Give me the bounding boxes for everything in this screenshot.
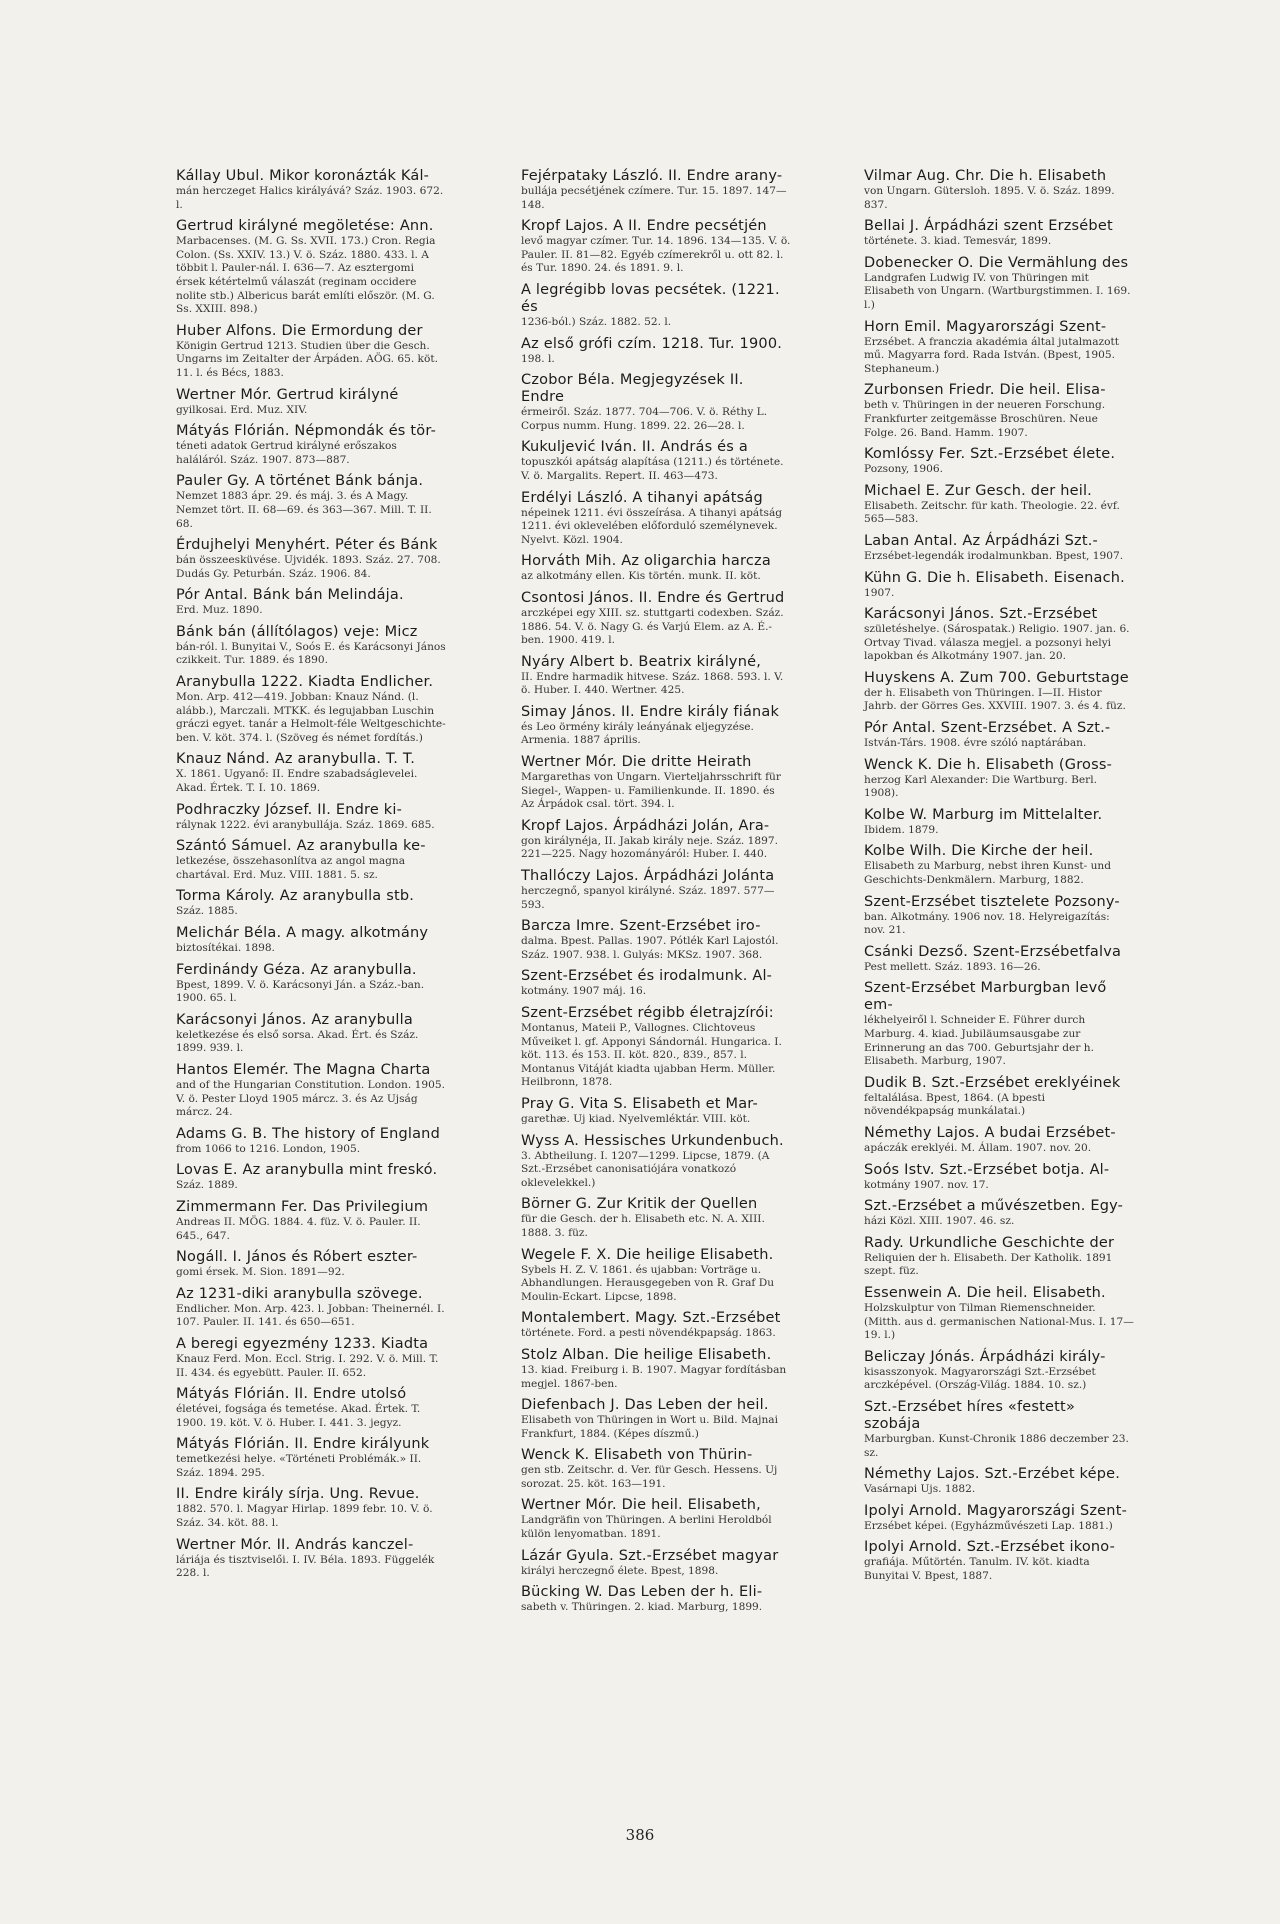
entry-text: biztosítékai. 1898. bbox=[176, 942, 275, 954]
entry-text: Elisabeth. Zeitschr. für kath. Theologie. 22. évf. 565—583. bbox=[864, 499, 1120, 526]
entry-heading: Mátyás Flórián. II. Endre utolsó bbox=[176, 1386, 407, 1403]
entry-text: beth v. Thüringen in der neueren Forschung. Frankfurter zeitgemässe Broschüren. Neue Folge. 26. Band. Hamm. 1907. bbox=[864, 399, 1106, 439]
entry-heading: A legrégibb lovas pecsétek. (1221. és bbox=[521, 281, 780, 315]
entry-heading: Essenwein A. Die heil. Elisabeth. bbox=[864, 1284, 1106, 1301]
entry-text: Marburgban. Kunst-Chronik 1886 deczember 23. sz. bbox=[864, 1432, 1129, 1459]
bibliography-entry bbox=[864, 1466, 1134, 1497]
bibliography-entry bbox=[864, 894, 1134, 938]
bibliography-entry bbox=[864, 446, 1134, 477]
entry-text: Margarethas von Ungarn. Vierteljahrsschrift für Siegel-, Wappen- u. Familienkunde. II. 1890. és Az Árpádok csal. tört. 394. l. bbox=[521, 771, 781, 811]
bibliography-entry bbox=[176, 323, 446, 381]
entry-heading: Soós Istv. Szt.-Erzsébet botja. Al- bbox=[864, 1161, 1110, 1178]
entry-text: arczképei egy XIII. sz. stuttgarti codexben. Száz. 1886. 54. V. ö. Nagy G. és Varjú Elem. az A. É.-ben. 1900. 419. l. bbox=[521, 606, 784, 647]
entry-text: Ibidem. 1879. bbox=[864, 823, 939, 836]
entry-heading: Karácsonyi János. Szt.-Erzsébet bbox=[864, 606, 1098, 623]
entry-heading: Czobor Béla. Megjegyzések II. Endre bbox=[521, 372, 744, 406]
entry-text: II. Endre harmadik hitvese. Száz. 1868. 593. l. V. ö. Huber. I. 440. Wertner. 425. bbox=[521, 670, 784, 697]
entry-text: der h. Elisabeth von Thüringen. I—II. Histor Jahrb. der Görres Ges. XXVIII. 1907. 3. és 4. füz. bbox=[864, 686, 1126, 713]
entry-text: X. 1861. Ugyanő: II. Endre szabadságlevelei. Akad. Értek. T. I. 10. 1869. bbox=[176, 768, 418, 795]
bibliography-entry bbox=[176, 1062, 446, 1120]
bibliography-entry bbox=[521, 1133, 791, 1191]
entry-heading: Kolbe W. Marburg im Mittelalter. bbox=[864, 806, 1103, 823]
entry-heading: Mátyás Flórián. II. Endre királyunk bbox=[176, 1436, 430, 1453]
bibliography-entry bbox=[521, 818, 791, 862]
bibliography-entry bbox=[864, 1503, 1134, 1534]
entry-heading: Érdujhelyi Menyhért. Péter és Bánk bbox=[176, 537, 438, 554]
entry-heading: Csontosi János. II. Endre és Gertrud bbox=[521, 589, 785, 606]
entry-text: Marbacenses. (M. G. Ss. XVII. 173.) Cron. Regia Colon. (Ss. XXIV. 13.) V. ö. Száz. 1880. 433. l. A többit l. Pauler-nál. I. 636—7. Az esztergomi érsek kétértelmű válaszát (reginam occidere nolite stb.) Albericus barát említi először. (M. G. Ss. XXIII. 898.) bbox=[176, 235, 436, 316]
bibliography-entry bbox=[521, 1196, 791, 1240]
entry-text: herzog Karl Alexander: Die Wartburg. Berl. 1908). bbox=[864, 773, 1097, 800]
bibliography-entry bbox=[521, 654, 791, 698]
entry-heading: Kropf Lajos. A II. Endre pecsétjén bbox=[521, 218, 767, 235]
bibliography-entry bbox=[521, 1497, 791, 1541]
entry-heading: Gertrud királyné megöletése: Ann. bbox=[176, 218, 434, 235]
entry-text: Elisabeth von Thüringen in Wort u. Bild. Majnai Frankfurt, 1884. (Képes díszmű.) bbox=[521, 1414, 778, 1440]
bibliography-entry bbox=[521, 1447, 791, 1491]
entry-heading: Montalembert. Magy. Szt.-Erzsébet bbox=[521, 1310, 781, 1327]
entry-heading: Börner G. Zur Kritik der Quellen bbox=[521, 1196, 758, 1213]
entry-text: születéshelye. (Sárospatak.) Religio. 1907. jan. 6. Ortvay Tivad. válasza megjel. a pozsonyi helyi lapokban és Alkotmány 1907. jan. 20. bbox=[864, 623, 1130, 663]
bibliography-entry bbox=[521, 336, 791, 367]
entry-text: gomi érsek. M. Sion. 1891—92. bbox=[176, 1266, 345, 1279]
entry-heading: Ipolyi Arnold. Magyarországi Szent- bbox=[864, 1502, 1128, 1519]
entry-heading: Szent-Erzsébet tisztelete Pozsony- bbox=[864, 893, 1120, 910]
bibliography-entry bbox=[864, 1198, 1134, 1229]
bibliography-entry bbox=[521, 439, 791, 483]
entry-text: keletkezése és első sorsa. Akad. Ért. és Száz. 1899. 939. l. bbox=[176, 1028, 419, 1055]
entry-heading: Kolbe Wilh. Die Kirche der heil. bbox=[864, 843, 1094, 860]
entry-text: története. Ford. a pesti növendékpapság. 1863. bbox=[521, 1327, 776, 1340]
bibliography-entry bbox=[864, 606, 1134, 664]
column-right bbox=[864, 168, 1134, 1589]
entry-heading: Csánki Dezső. Szent-Erzsébetfalva bbox=[864, 943, 1122, 960]
entry-heading: Pauler Gy. A történet Bánk bánja. bbox=[176, 473, 424, 490]
bibliography-entry bbox=[864, 382, 1134, 440]
entry-heading: Podhraczky József. II. Endre ki- bbox=[176, 801, 403, 818]
bibliography-entry bbox=[521, 1247, 791, 1305]
bibliography-entry bbox=[864, 570, 1134, 601]
bibliography-entry bbox=[176, 1486, 446, 1530]
entry-heading: Szántó Sámuel. Az aranybulla ke- bbox=[176, 838, 426, 855]
entry-text: temetkezési helye. «Történeti Problémák.» II. Száz. 1894. 295. bbox=[176, 1453, 422, 1479]
entry-heading: Horn Emil. Magyarországi Szent- bbox=[864, 318, 1107, 335]
entry-text: and of the Hungarian Constitution. London. 1905. V. ö. Pester Lloyd 1905 márcz. 3. és Az Ujság márcz. 24. bbox=[176, 1078, 445, 1119]
entry-heading: Kállay Ubul. Mikor koronázták Kál- bbox=[176, 168, 430, 184]
entry-heading: Szent-Erzsébet régibb életrajzírói: bbox=[521, 1005, 774, 1021]
bibliography-entry bbox=[176, 218, 446, 317]
bibliography-entry bbox=[864, 1349, 1134, 1393]
column-left bbox=[176, 168, 446, 1587]
entry-text: Erzsébet-legendák irodalmunkban. Bpest, 1907. bbox=[864, 549, 1124, 562]
bibliography-entry bbox=[864, 1399, 1134, 1460]
entry-text: Knauz Ferd. Mon. Eccl. Strig. I. 292. V. ö. Mill. T. II. 434. és egyebütt. Pauler. II. 652. bbox=[176, 1352, 439, 1379]
entry-heading: Laban Antal. Az Árpádházi Szt.- bbox=[864, 532, 1098, 549]
bibliography-entry bbox=[521, 1096, 791, 1127]
bibliography-entry bbox=[864, 533, 1134, 564]
bibliography-entry bbox=[864, 1162, 1134, 1193]
entry-heading: Zurbonsen Friedr. Die heil. Elisa- bbox=[864, 382, 1106, 399]
bibliography-entry bbox=[176, 1199, 446, 1243]
entry-heading: Lázár Gyula. Szt.-Erzsébet magyar bbox=[521, 1547, 779, 1564]
entry-heading: Lovas E. Az aranybulla mint freskó. bbox=[176, 1162, 438, 1179]
entry-text: Bpest, 1899. V. ö. Karácsonyi Ján. a Száz.-ban. 1900. 65. l. bbox=[176, 978, 425, 1005]
bibliography-entry bbox=[521, 1548, 791, 1579]
entry-heading: Mátyás Flórián. Népmondák és tör- bbox=[176, 423, 436, 440]
page-number: 386 bbox=[625, 1826, 655, 1844]
entry-heading: Némethy Lajos. Szt.-Erzébet képe. bbox=[864, 1466, 1121, 1483]
bibliography-entry bbox=[864, 168, 1134, 212]
bibliography-entry bbox=[176, 1012, 446, 1056]
bibliography-entry bbox=[176, 387, 446, 418]
entry-heading: Huyskens A. Zum 700. Geburtstage bbox=[864, 669, 1129, 686]
bibliography-entry bbox=[176, 1336, 446, 1380]
bibliography-entry bbox=[521, 218, 791, 276]
entry-heading: Bánk bán (állítólagos) veje: Micz bbox=[176, 623, 418, 640]
entry-text: garethæ. Uj kiad. Nyelvemléktár. VIII. köt. bbox=[521, 1112, 751, 1125]
entry-heading: Szent-Erzsébet Marburgban levő em- bbox=[864, 980, 1107, 1014]
bibliography-entry bbox=[176, 537, 446, 581]
entry-text: Száz. 1889. bbox=[176, 1179, 238, 1192]
entry-heading: II. Endre király sírja. Ung. Revue. bbox=[176, 1486, 420, 1503]
entry-heading: Dudik B. Szt.-Erzsébet ereklyéinek bbox=[864, 1074, 1121, 1091]
entry-text: Königin Gertrud 1213. Studien über die Gesch. Ungarns im Zeitalter der Árpáden. AÖG. 65. köt. 11. l. és Bécs, 1883. bbox=[176, 339, 438, 379]
entry-text: sabeth v. Thüringen. 2. kiad. Marburg, 1899. bbox=[521, 1601, 763, 1614]
entry-text: Vasárnapi Ujs. 1882. bbox=[864, 1483, 976, 1496]
bibliography-entry bbox=[864, 757, 1134, 801]
entry-heading: Melichár Béla. A magy. alkotmány bbox=[176, 925, 429, 941]
entry-text: 1236-ból.) Száz. 1882. 52. l. bbox=[521, 315, 672, 328]
bibliography-entry bbox=[176, 838, 446, 882]
bibliography-entry bbox=[176, 168, 446, 212]
entry-text: from 1066 to 1216. London, 1905. bbox=[176, 1142, 361, 1155]
entry-text: feltalálása. Bpest, 1864. (A bpesti növendékpapság munkálatai.) bbox=[864, 1091, 1046, 1118]
bibliography-entry bbox=[521, 1310, 791, 1341]
entry-heading: Szt.-Erzsébet híres «festett» szobája bbox=[864, 1398, 1076, 1432]
bibliography-entry bbox=[864, 720, 1134, 751]
bibliography-entry bbox=[176, 962, 446, 1006]
bibliography-entry bbox=[521, 372, 791, 433]
entry-text: von Ungarn. Gütersloh. 1895. V. ö. Száz. 1899. 837. bbox=[864, 185, 1115, 211]
entry-text: Holzskulptur von Tilman Riemenschneider. (Mitth. aus d. germanischen National-Mus. I. 17—19. l.) bbox=[864, 1301, 1134, 1342]
entry-text: für die Gesch. der h. Elisabeth etc. N. A. XIII. 1888. 3. füz. bbox=[521, 1213, 765, 1239]
entry-heading: Wertner Mór. Gertrud királyné bbox=[176, 386, 399, 403]
bibliography-entry bbox=[864, 1539, 1134, 1583]
entry-text: 198. l. bbox=[521, 352, 555, 365]
entry-text: Elisabeth zu Marburg, nebst ihren Kunst- und Geschichts-Denkmälern. Marburg, 1882. bbox=[864, 860, 1112, 887]
entry-text: Reliquien der h. Elisabeth. Der Katholik. 1891 szept. füz. bbox=[864, 1251, 1113, 1278]
bibliography-entry bbox=[521, 168, 791, 212]
entry-text: kotmány. 1907 máj. 16. bbox=[521, 985, 647, 998]
entry-heading: Huber Alfons. Die Ermordung der bbox=[176, 322, 423, 339]
entry-heading: Zimmermann Fer. Das Privilegium bbox=[176, 1198, 429, 1215]
entry-text: ban. Alkotmány. 1906 nov. 18. Helyreigazítás: nov. 21. bbox=[864, 910, 1110, 937]
entry-text: letkezése, összehasonlítva az angol magna chartával. Erd. Muz. VIII. 1881. 5. sz. bbox=[176, 855, 406, 881]
entry-heading: Wenck K. Die h. Elisabeth (Gross- bbox=[864, 756, 1113, 773]
entry-text: bullája pecsétjének czímere. Tur. 15. 1897. 147—148. bbox=[521, 185, 787, 211]
entry-text: herczegnő, spanyol királyné. Száz. 1897. 577—593. bbox=[521, 885, 775, 911]
bibliography-entry bbox=[521, 282, 791, 330]
entry-heading: Michael E. Zur Gesch. der heil. bbox=[864, 482, 1092, 499]
bibliography-entry bbox=[176, 1386, 446, 1430]
entry-text: topuszkói apátság alapítása (1211.) és története. V. ö. Margalits. Repert. II. 463—473. bbox=[521, 456, 784, 482]
entry-heading: Aranybulla 1222. Kiadta Endlicher. bbox=[176, 674, 434, 691]
bibliography-entry bbox=[521, 590, 791, 648]
entry-heading: Wegele F. X. Die heilige Elisabeth. bbox=[521, 1246, 774, 1263]
entry-text: Pozsony, 1906. bbox=[864, 463, 943, 476]
entry-text: Landgrafen Ludwig IV. von Thüringen mit Elisabeth von Ungarn. (Wartburgstimmen. I. 169. l.) bbox=[864, 271, 1131, 311]
entry-heading: Kukuljević Iván. II. András és a bbox=[521, 439, 748, 456]
entry-heading: Kropf Lajos. Árpádházi Jolán, Ara- bbox=[521, 817, 770, 834]
entry-text: mán herczeget Halics királyává? Száz. 1903. 672. l. bbox=[176, 185, 444, 211]
bibliography-entry bbox=[176, 1249, 446, 1280]
bibliography-entry bbox=[176, 802, 446, 833]
entry-heading: Bücking W. Das Leben der h. Eli- bbox=[521, 1584, 763, 1601]
entry-heading: Karácsonyi János. Az aranybulla bbox=[176, 1011, 413, 1028]
entry-text: grafiája. Műtörtén. Tanulm. IV. köt. kiadta Bunyitai V. Bpest, 1887. bbox=[864, 1556, 1090, 1582]
bibliography-entry bbox=[176, 1126, 446, 1157]
entry-text: Mon. Arp. 412—419. Jobban: Knauz Nánd. (l. alább.), Marczali. MTKK. és legujabban Luschin gráczi egyet. tanár a Helmolt-féle Weltgeschichte-ben. V. köt. 374. l. (Szöveg és német fordítás.) bbox=[176, 691, 446, 744]
entry-text: Montanus, Mateii P., Vallognes. Clichtoveus Műveiket l. gf. Apponyi Sándornál. Hungarica. I. köt. 113. és 153. II. köt. 820., 839., 857. l. Montanus Vitáját kiadta ujabban Herm. Müller. Heilbronn, 1878. bbox=[521, 1022, 782, 1089]
bibliography-entry bbox=[864, 1285, 1134, 1343]
bibliography-entry bbox=[521, 1584, 791, 1615]
bibliography-entry bbox=[864, 1235, 1134, 1279]
entry-text: az alkotmány ellen. Kis történ. munk. II. köt. bbox=[521, 570, 761, 583]
entry-heading: Thallóczy Lajos. Árpádházi Jolánta bbox=[521, 868, 775, 885]
entry-heading: Pór Antal. Szent-Erzsébet. A Szt.- bbox=[864, 720, 1111, 737]
entry-heading: Szent-Erzsébet és irodalmunk. Al- bbox=[521, 968, 773, 985]
bibliography-entry bbox=[176, 925, 446, 956]
bibliography-entry bbox=[864, 319, 1134, 377]
entry-heading: Dobenecker O. Die Vermählung des bbox=[864, 254, 1129, 271]
entry-heading: Vilmar Aug. Chr. Die h. Elisabeth bbox=[864, 168, 1107, 184]
entry-text: bán-ról. l. Bunyitai V., Soós E. és Karácsonyi János czikkeit. Tur. 1889. és 1890. bbox=[176, 640, 446, 667]
entry-text: és Leo örmény király leányának eljegyzése. Armenia. 1887 április. bbox=[521, 720, 754, 747]
entry-text: története. 3. kiad. Temesvár, 1899. bbox=[864, 235, 1052, 248]
bibliography-entry bbox=[521, 868, 791, 912]
entry-text: bán összeesküvése. Ujvidék. 1893. Száz. 27. 708. Dudás Gy. Peturbán. Száz. 1906. 84. bbox=[176, 554, 441, 580]
entry-heading: Wenck K. Elisabeth von Thürin- bbox=[521, 1447, 753, 1464]
bibliography-entry bbox=[176, 1537, 446, 1581]
entry-heading: Szt.-Erzsébet a művészetben. Egy- bbox=[864, 1198, 1124, 1215]
entry-heading: Némethy Lajos. A budai Erzsébet- bbox=[864, 1124, 1116, 1141]
bibliography-entry bbox=[864, 255, 1134, 313]
bibliography-entry bbox=[521, 968, 791, 999]
bibliography-entry bbox=[176, 587, 446, 618]
entry-heading: Fejérpataky László. II. Endre arany- bbox=[521, 168, 783, 184]
entry-heading: Stolz Alban. Die heilige Elisabeth. bbox=[521, 1346, 772, 1363]
bibliography-entry bbox=[864, 807, 1134, 838]
entry-heading: Nogáll. I. János és Róbert eszter- bbox=[176, 1249, 418, 1266]
bibliography-entry bbox=[176, 624, 446, 668]
entry-text: láriája és tisztviselői. I. IV. Béla. 1893. Függelék 228. l. bbox=[176, 1553, 435, 1580]
entry-heading: Az első grófi czím. 1218. Tur. 1900. bbox=[521, 335, 783, 352]
entry-text: Száz. 1885. bbox=[176, 905, 238, 918]
entry-text: dalma. Bpest. Pallas. 1907. Pótlék Karl Lajostól. Száz. 1907. 938. l. Gulyás: MKSz. 1907. 368. bbox=[521, 935, 779, 961]
entry-text: kisasszonyok. Magyarországi Szt.-Erzsébet arczképével. (Ország-Világ. 1884. 10. sz.) bbox=[864, 1365, 1096, 1392]
bibliography-entry bbox=[521, 490, 791, 548]
entry-text: lékhelyeiről l. Schneider E. Führer durch Marburg. 4. kiad. Jubiläumsausgabe zur Erinnerung an das 700. Geburtsjahr der h. Elisabeth. Marburg, 1907. bbox=[864, 1014, 1094, 1068]
entry-heading: A beregi egyezmény 1233. Kiadta bbox=[176, 1335, 429, 1352]
entry-text: királyi herczegnő élete. Bpest, 1898. bbox=[521, 1564, 719, 1577]
entry-text: téneti adatok Gertrud királyné erőszakos haláláról. Száz. 1907. 873—887. bbox=[176, 440, 397, 466]
entry-heading: Pór Antal. Bánk bán Melindája. bbox=[176, 587, 404, 604]
entry-text: Landgräfin von Thüringen. A berlini Heroldból külön lenyomatban. 1891. bbox=[521, 1514, 772, 1541]
entry-text: 1907. bbox=[864, 586, 895, 599]
bibliography-entry bbox=[521, 1005, 791, 1090]
entry-heading: Nyáry Albert b. Beatrix királyné, bbox=[521, 653, 762, 670]
entry-heading: Adams G. B. The history of England bbox=[176, 1125, 440, 1142]
entry-heading: Torma Károly. Az aranybulla stb. bbox=[176, 888, 415, 905]
bibliography-entry bbox=[864, 1125, 1134, 1156]
entry-heading: Erdélyi László. A tihanyi apátság bbox=[521, 489, 763, 506]
entry-heading: Horváth Mih. Az oligarchia harcza bbox=[521, 553, 771, 570]
entry-text: 13. kiad. Freiburg i. B. 1907. Magyar fordításban megjel. 1867-ben. bbox=[521, 1363, 787, 1390]
entry-text: Endlicher. Mon. Arp. 423. l. Jobban: Theinernél. I. 107. Pauler. II. 141. és 650—651. bbox=[176, 1302, 445, 1329]
bibliography-entry bbox=[521, 754, 791, 812]
entry-text: gen stb. Zeitschr. d. Ver. für Gesch. Hessens. Uj sorozat. 25. köt. 163—191. bbox=[521, 1464, 778, 1490]
entry-heading: Hantos Elemér. The Magna Charta bbox=[176, 1061, 431, 1078]
entry-heading: Wyss A. Hessisches Urkundenbuch. bbox=[521, 1132, 784, 1149]
entry-text: apáczák ereklyéi. M. Állam. 1907. nov. 20. bbox=[864, 1141, 1092, 1154]
bibliography-entry bbox=[176, 1436, 446, 1480]
bibliography-entry bbox=[176, 423, 446, 467]
entry-text: házi Közl. XIII. 1907. 46. sz. bbox=[864, 1215, 1015, 1228]
entry-text: gyilkosai. Erd. Muz. XIV. bbox=[176, 403, 308, 416]
entry-text: Erzsébet képei. (Egyházművészeti Lap. 1881.) bbox=[864, 1519, 1113, 1532]
bibliography-entry bbox=[864, 670, 1134, 714]
bibliography-entry bbox=[176, 1286, 446, 1330]
entry-text: Pest mellett. Száz. 1893. 16—26. bbox=[864, 960, 1041, 973]
bibliography-entry bbox=[521, 1397, 791, 1441]
entry-heading: Knauz Nánd. Az aranybulla. T. T. bbox=[176, 751, 416, 768]
bibliography-entry bbox=[864, 1075, 1134, 1119]
entry-heading: Simay János. II. Endre király fiának bbox=[521, 703, 780, 720]
bibliography-entry bbox=[176, 674, 446, 745]
entry-text: kotmány 1907. nov. 17. bbox=[864, 1178, 989, 1191]
entry-heading: Ipolyi Arnold. Szt.-Erzsébet ikono- bbox=[864, 1539, 1116, 1556]
entry-text: 3. Abtheilung. I. 1207—1299. Lipcse, 1879. (A Szt.-Erzsébet canonisatiójára vonatkozó oklevelekkel.) bbox=[521, 1149, 770, 1189]
entry-text: Erzsébet. A franczia akadémia által jutalmazott mű. Magyarra ford. Rada István. (Bpest, 1905. Stephaneum.) bbox=[864, 335, 1120, 375]
entry-heading: Kühn G. Die h. Elisabeth. Eisenach. bbox=[864, 569, 1125, 586]
entry-text: Nemzet 1883 ápr. 29. és máj. 3. és A Magy. Nemzet tört. II. 68—69. és 363—367. Mill. T. II. 68. bbox=[176, 490, 432, 530]
bibliography-entry bbox=[864, 218, 1134, 249]
entry-text: 1882. 570. l. Magyar Hirlap. 1899 febr. 10. V. ö. Száz. 34. köt. 88. l. bbox=[176, 1503, 433, 1530]
entry-heading: Rady. Urkundliche Geschichte der bbox=[864, 1234, 1115, 1251]
entry-text: életévei, fogsága és temetése. Akad. Értek. T. 1900. 19. köt. V. ö. Huber. I. 441. 3. jegyz. bbox=[176, 1403, 421, 1429]
entry-text: levő magyar czímer. Tur. 14. 1896. 134—135. V. ö. Pauler. II. 81—82. Egyéb czímerekről u. ott 82. l. és Tur. 1890. 24. és 1891. 9. l. bbox=[521, 235, 791, 275]
bibliography-entry bbox=[864, 944, 1134, 975]
entry-heading: Komlóssy Fer. Szt.-Erzsébet élete. bbox=[864, 446, 1116, 463]
entry-heading: Wertner Mór. Die heil. Elisabeth, bbox=[521, 1497, 761, 1514]
entry-heading: Ferdinándy Géza. Az aranybulla. bbox=[176, 961, 417, 978]
entry-text: érmeiről. Száz. 1877. 704—706. V. ö. Réthy L. Corpus numm. Hung. 1899. 22. 26—28. l. bbox=[521, 406, 768, 432]
bibliography-entry bbox=[864, 483, 1134, 527]
bibliography-entry bbox=[521, 1347, 791, 1391]
entry-heading: Diefenbach J. Das Leben der heil. bbox=[521, 1397, 769, 1414]
entry-text: Andreas II. MÖG. 1884. 4. füz. V. ö. Pauler. II. 645., 647. bbox=[176, 1215, 421, 1242]
entry-text: gon királynéja, II. Jakab király neje. Száz. 1897. 221—225. Nagy hozományáról: Huber. I. 440. bbox=[521, 834, 778, 861]
bibliography-entry bbox=[864, 843, 1134, 887]
entry-heading: Bellai J. Árpádházi szent Erzsébet bbox=[864, 218, 1113, 235]
entry-heading: Beliczay Jónás. Árpádházi király- bbox=[864, 1348, 1106, 1365]
entry-heading: Pray G. Vita S. Elisabeth et Mar- bbox=[521, 1095, 758, 1112]
entry-text: rálynak 1222. évi aranybullája. Száz. 1869. 685. bbox=[176, 818, 435, 831]
bibliography-entry bbox=[521, 553, 791, 584]
bibliography-entry bbox=[176, 751, 446, 795]
bibliography-entry bbox=[176, 888, 446, 919]
entry-text: István-Társ. 1908. évre szóló naptárában. bbox=[864, 737, 1087, 750]
bibliography-entry bbox=[176, 473, 446, 531]
column-middle bbox=[521, 168, 791, 1621]
entry-text: Sybels H. Z. V. 1861. és ujabban: Vorträge u. Abhandlungen. Herausgegeben von R. Graf Du Moulin-Eckart. Lipcse, 1898. bbox=[521, 1263, 775, 1303]
entry-heading: Az 1231-diki aranybulla szövege. bbox=[176, 1285, 423, 1302]
entry-heading: Wertner Mór. II. András kanczel- bbox=[176, 1536, 414, 1553]
bibliography-entry bbox=[176, 1162, 446, 1193]
entry-heading: Wertner Mór. Die dritte Heirath bbox=[521, 754, 752, 771]
bibliography-entry bbox=[864, 980, 1134, 1068]
bibliography-entry bbox=[521, 704, 791, 748]
bibliography-entry bbox=[521, 918, 791, 962]
entry-text: Erd. Muz. 1890. bbox=[176, 604, 263, 617]
entry-text: népeinek 1211. évi összeírása. A tihanyi apátság 1211. évi oklevelében előforduló személynevek. Nyelvt. Közl. 1904. bbox=[521, 506, 783, 546]
entry-heading: Barcza Imre. Szent-Erzsébet iro- bbox=[521, 918, 761, 935]
